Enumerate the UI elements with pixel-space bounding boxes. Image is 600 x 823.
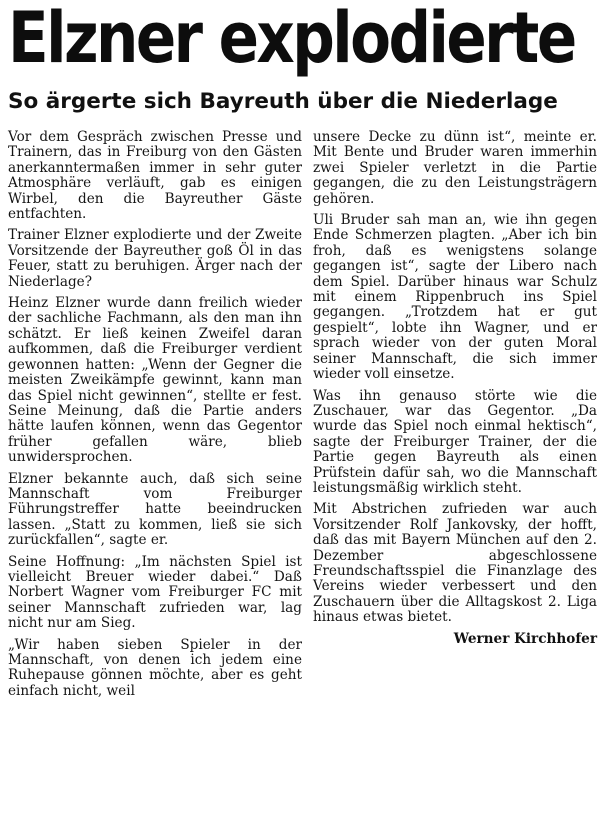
paragraph: Seine Hoffnung: „Im nächsten Spiel ist vielleicht Breuer wieder dabei.“ Daß Norbert Wagner vom Freiburger FC mit seiner Mannschaft zufrieden war, lag nicht nur am Sieg.	[8, 553, 302, 632]
left-column	[8, 130, 302, 705]
paragraph: Was ihn genauso störte wie die Zuschauer, war das Gegentor. „Da wurde das Spiel noch einmal hektisch“, sagte der Freiburger Trainer, der die Partie gegen Bayreuth als einen Prüfstein dafür sah, wo die Mannschaft leistungsmäßig wirklich steht.	[313, 387, 597, 496]
author-byline: Werner Kirchhofer	[453, 630, 597, 647]
paragraph: Uli Bruder sah man an, wie ihn gegen Ende Schmerzen plagten. „Aber ich bin froh, daß es wenigstens solange gegangen ist“, sagte der Libero nach dem Spiel. Darüber hinaus war Schulz mit einem Rippenbruch ins Spiel gegangen. „Trotzdem hat er gut gespielt“, lobte ihn Wagner, und er sprach wieder von der guten Moral seiner Mannschaft, die sich immer wieder voll einsetze.	[313, 212, 597, 383]
paragraph: unsere Decke zu dünn ist“, meinte er. Mit Bente und Bruder waren immerhin zwei Spieler verletzt in die Partie gegangen, die zu den Leistungsträgern gehören.	[313, 129, 597, 207]
paragraph: Vor dem Gespräch zwischen Presse und Trainern, das in Freiburg von den Gästen anerkanntermaßen immer in sehr guter Atmosphäre verläuft, gab es einigen Wirbel, den die Bayreuther Gäste entfachten.	[8, 129, 302, 223]
right-column	[313, 130, 597, 647]
paragraph: Trainer Elzner explodierte und der Zweite Vorsitzende der Bayreuther goß Öl in das Feuer, statt zu beruhigen. Ärger nach der Niederlage?	[8, 227, 302, 290]
article-headline: Elzner explodierte	[8, 0, 575, 79]
paragraph: Elzner bekannte auch, daß sich seine Mannschaft vom Freiburger Führungstreffer hatte beeindrucken lassen. „Statt zu kommen, ließ sie sich zurückfallen“, sagte er.	[8, 470, 302, 549]
paragraph: „Wir haben sieben Spieler in der Mannschaft, von denen ich jedem eine Ruhepause gönnen möchte, aber es geht einfach nicht, weil	[8, 636, 302, 699]
paragraph: Mit Abstrichen zufrieden war auch Vorsitzender Rolf Jankovsky, der hofft, daß das mit Bayern München auf den 2. Dezember abgeschlossene Freundschaftsspiel die Finanzlage des Vereins wieder verbessert und den Zuschauern über die Alltagskost 2. Liga hinaus etwas bietet.	[313, 501, 597, 626]
paragraph: Heinz Elzner wurde dann freilich wieder der sachliche Fachmann, als den man ihn schätzt. Er ließ keinen Zweifel daran aufkommen, daß die Freiburger verdient gewonnen hatten: „Wenn der Gegner die meisten Zweikämpfe gewinnt, kann man das Spiel nicht gewinnen“, stellte er fest. Seine Meinung, daß die Partie anders hätte laufen können, wenn das Gegentor früher gefallen wäre, blieb unwidersprochen.	[8, 295, 302, 466]
article-subheadline: So ärgerte sich Bayreuth über die Niederlage	[8, 89, 558, 114]
